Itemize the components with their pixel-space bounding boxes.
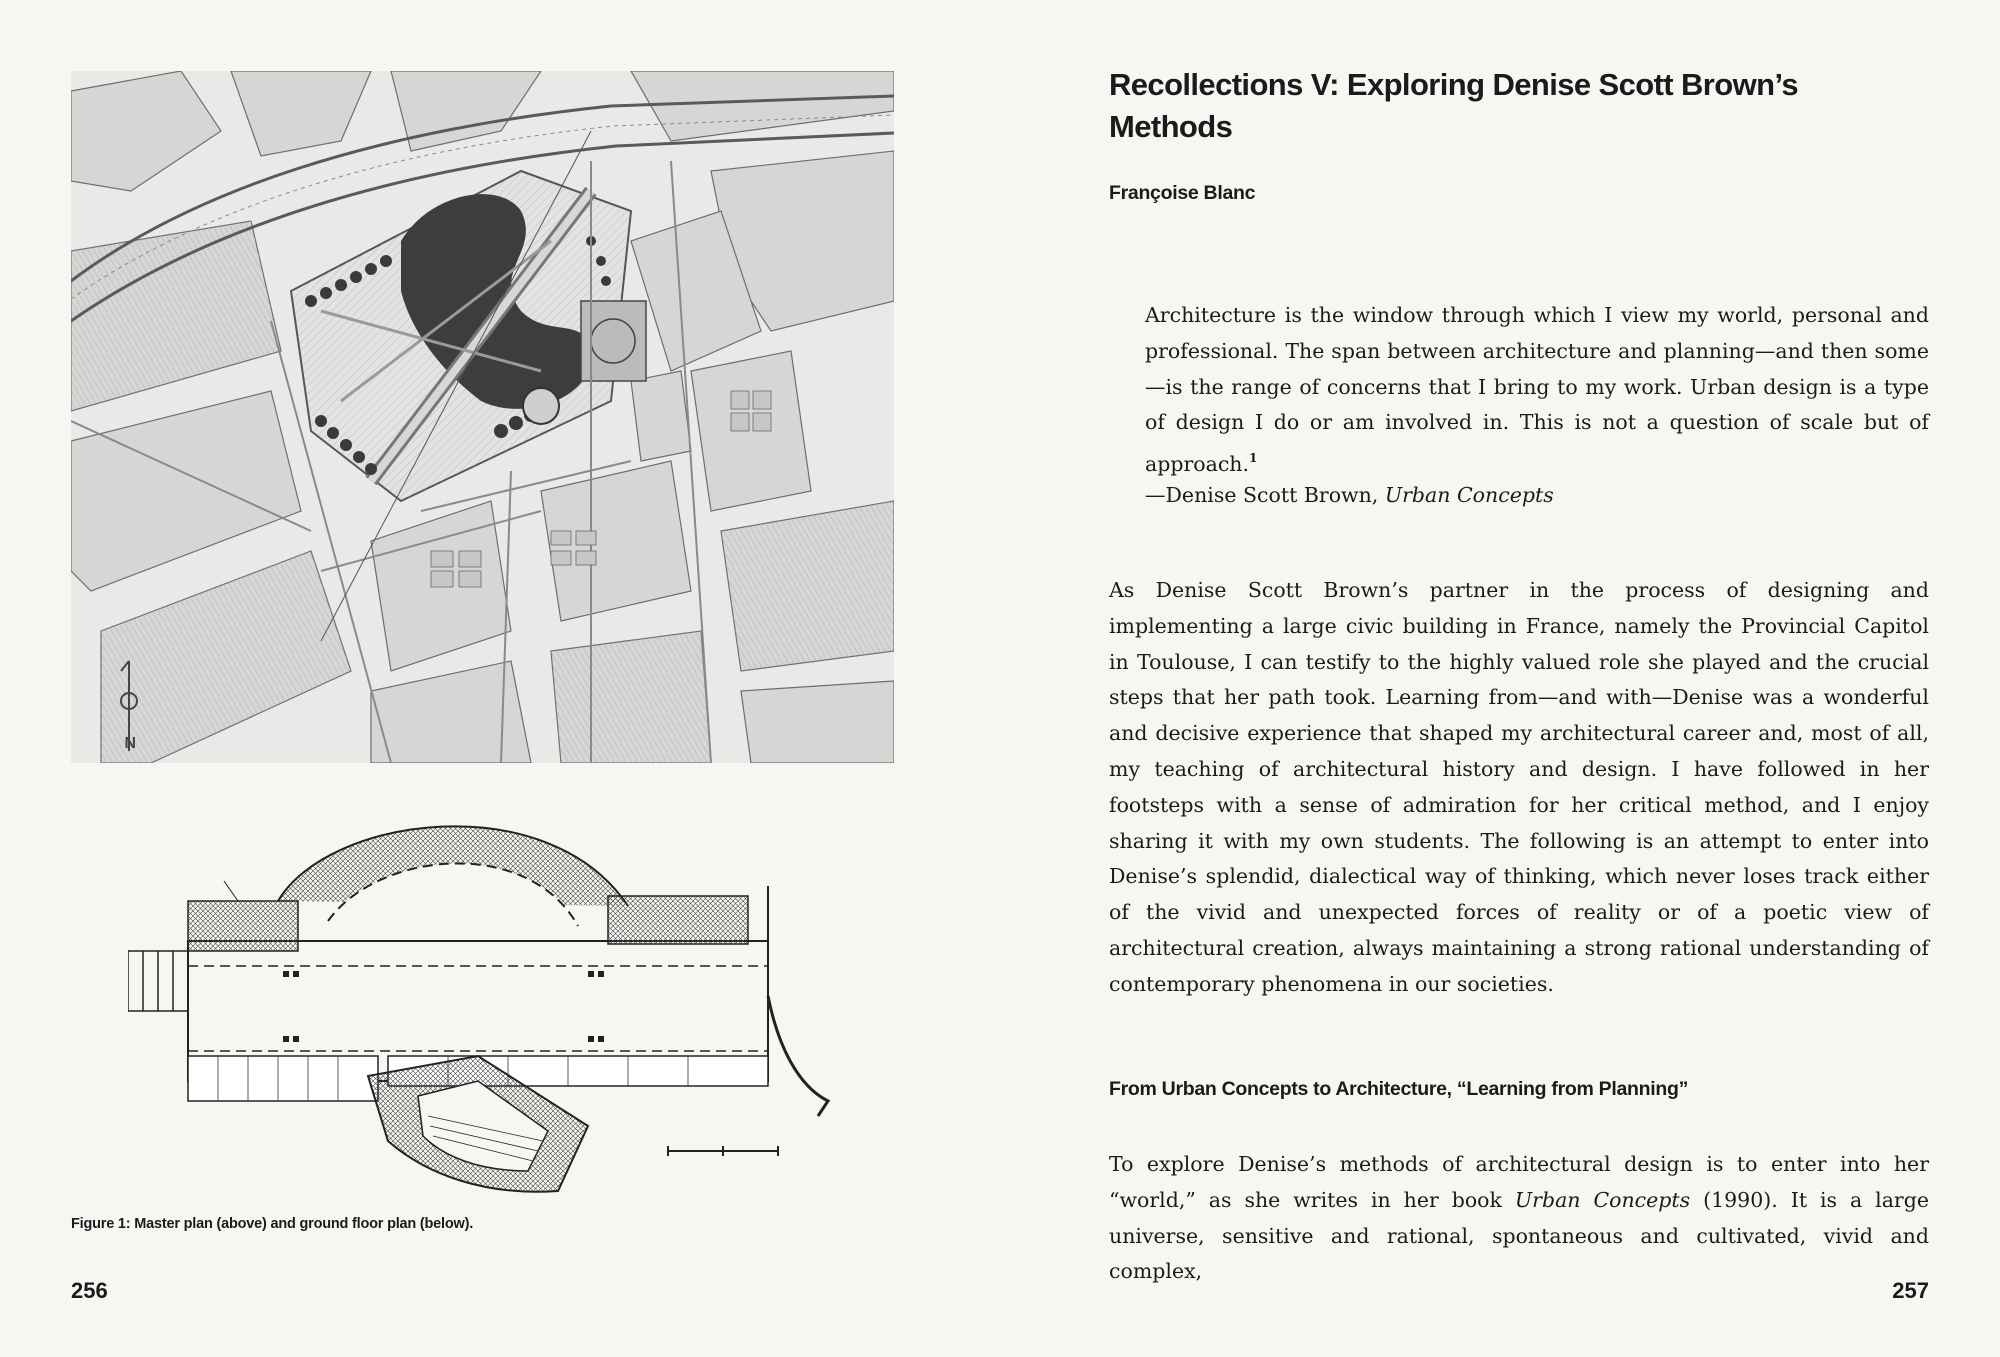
attribution-prefix: —Denise Scott Brown, <box>1145 483 1385 507</box>
section-heading: From Urban Concepts to Architecture, “Learning from Planning” <box>1109 1078 1689 1100</box>
master-plan-drawing <box>71 71 894 763</box>
ground-floor-plan-drawing <box>128 796 848 1196</box>
ground-floor-plan-figure <box>128 796 848 1196</box>
body-paragraph-2 <box>1109 1147 1929 1290</box>
epigraph <box>1145 298 1929 483</box>
page-number-right: 257 <box>1892 1278 1929 1303</box>
paragraph-2-book-title: Urban Concepts <box>1514 1187 1691 1212</box>
attribution-source: Urban Concepts <box>1384 483 1554 507</box>
master-plan-figure <box>71 71 894 763</box>
epigraph-attribution <box>1145 478 1929 514</box>
paragraph-2-part-2: (1990). It is a large universe, sensitive and rational, spontaneous and cultivated, vivid and complex, <box>1109 1187 1929 1284</box>
chapter-title: Recollections V: Exploring Denise Scott Brown’s Methods <box>1109 67 1798 144</box>
body-paragraph-1: As Denise Scott Brown’s partner in the process of designing and implementing a large civic building in France, namely the Provincial Capitol in Toulouse, I can testify to the highly valued role she played and the crucial steps that her path took. Learning from—and with—Denise was a wonderful and decisive experience that shaped my architectural career and, most of all, my teaching of architectural history and design. I have followed in her footsteps with a sense of admiration for her critical method, and I enjoy sharing it with my own students. The following is an attempt to enter into Denise’s splendid, dialectical way of thinking, which never loses track either of the vivid and unexpected forces of reality or of a poetic view of architectural creation, always maintaining a strong rational understanding of contemporary phenomena in our societies. <box>1109 578 1929 996</box>
paragraph-2-part-1: To explore Denise’s methods of architectural design is to enter into her “world,” as she writes in her book <box>1109 1152 1929 1212</box>
page-number-left: 256 <box>71 1278 108 1303</box>
figure-caption: Figure 1: Master plan (above) and ground floor plan (below). <box>71 1216 474 1232</box>
author-name: Françoise Blanc <box>1109 182 1256 204</box>
epigraph-text: Architecture is the window through which I view my world, personal and professional. The span between architecture and planning—and then some—is the range of concerns that I bring to my work. Urban design is a type of design I do or am involved in. This is not a question of scale but of approach. <box>1145 303 1929 477</box>
north-label: N <box>124 733 136 750</box>
footnote-marker[interactable]: 1 <box>1249 451 1258 466</box>
right-page <box>1000 0 2000 1357</box>
